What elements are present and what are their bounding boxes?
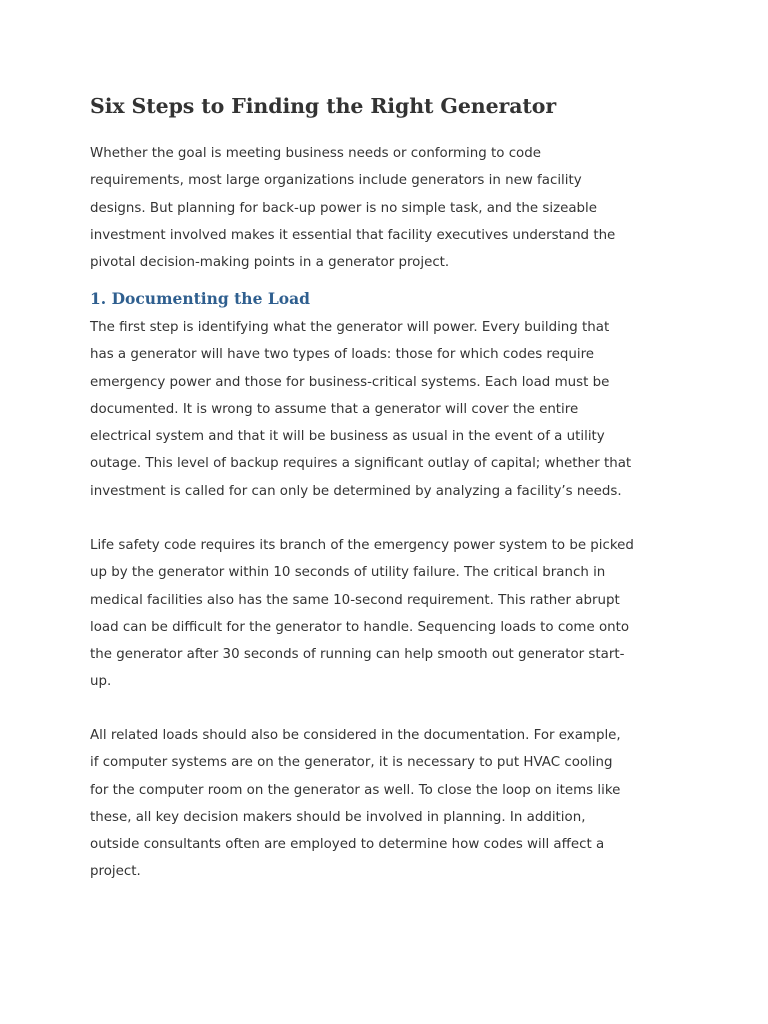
text-line: up.: [90, 674, 112, 690]
text-line: designs. But planning for back-up power is no simple task, and the sizeable: [90, 200, 598, 216]
text-line: emergency power and those for business-critical systems. Each load must be: [90, 374, 610, 390]
text-line: medical facilities also has the same 10-second requirement. This rather abrupt: [90, 592, 620, 608]
section-1-paragraph-3: [90, 722, 690, 886]
text-line: Whether the goal is meeting business needs or conforming to code: [90, 146, 541, 161]
section-1-paragraph-1: [90, 314, 690, 505]
text-line: outside consultants often are employed to determine how codes will affect a: [90, 837, 605, 853]
text-line: load can be difficult for the generator to handle. Sequencing loads to come onto: [90, 619, 630, 635]
text-line: the generator after 30 seconds of running can help smooth out generator start-: [90, 647, 625, 663]
text-line: requirements, most large organizations include generators in new facility: [90, 173, 582, 189]
text-line: these, all key decision makers should be involved in planning. In addition,: [90, 809, 586, 825]
text-line: if computer systems are on the generator, it is necessary to put HVAC cooling: [90, 755, 613, 771]
section-1-paragraph-2: [90, 532, 690, 696]
text-line: investment involved makes it essential that facility executives understand the: [90, 227, 616, 243]
text-line: up by the generator within 10 seconds of utility failure. The critical branch in: [90, 565, 606, 581]
text-line: investment is called for can only be determined by analyzing a facility’s needs.: [90, 483, 622, 499]
text-line: Life safety code requires its branch of the emergency power system to be picked: [90, 538, 634, 553]
text-line: pivotal decision-making points in a generator project.: [90, 255, 450, 271]
text-line: project.: [90, 864, 141, 880]
document-title: Six Steps to Finding the Right Generator: [90, 94, 557, 118]
text-line: All related loads should also be considered in the documentation. For example,: [90, 728, 621, 743]
section-heading-documenting-the-load: 1. Documenting the Load: [90, 289, 310, 308]
text-line: for the computer room on the generator as well. To close the loop on items like: [90, 782, 621, 798]
text-line: outage. This level of backup requires a significant outlay of capital; whether that: [90, 456, 632, 472]
text-line: electrical system and that it will be business as usual in the event of a utility: [90, 429, 605, 445]
text-line: documented. It is wrong to assume that a generator will cover the entire: [90, 401, 579, 417]
text-line: has a generator will have two types of loads: those for which codes require: [90, 347, 595, 363]
text-line: The first step is identifying what the generator will power. Every building that: [90, 320, 610, 335]
intro-paragraph: [90, 140, 690, 276]
